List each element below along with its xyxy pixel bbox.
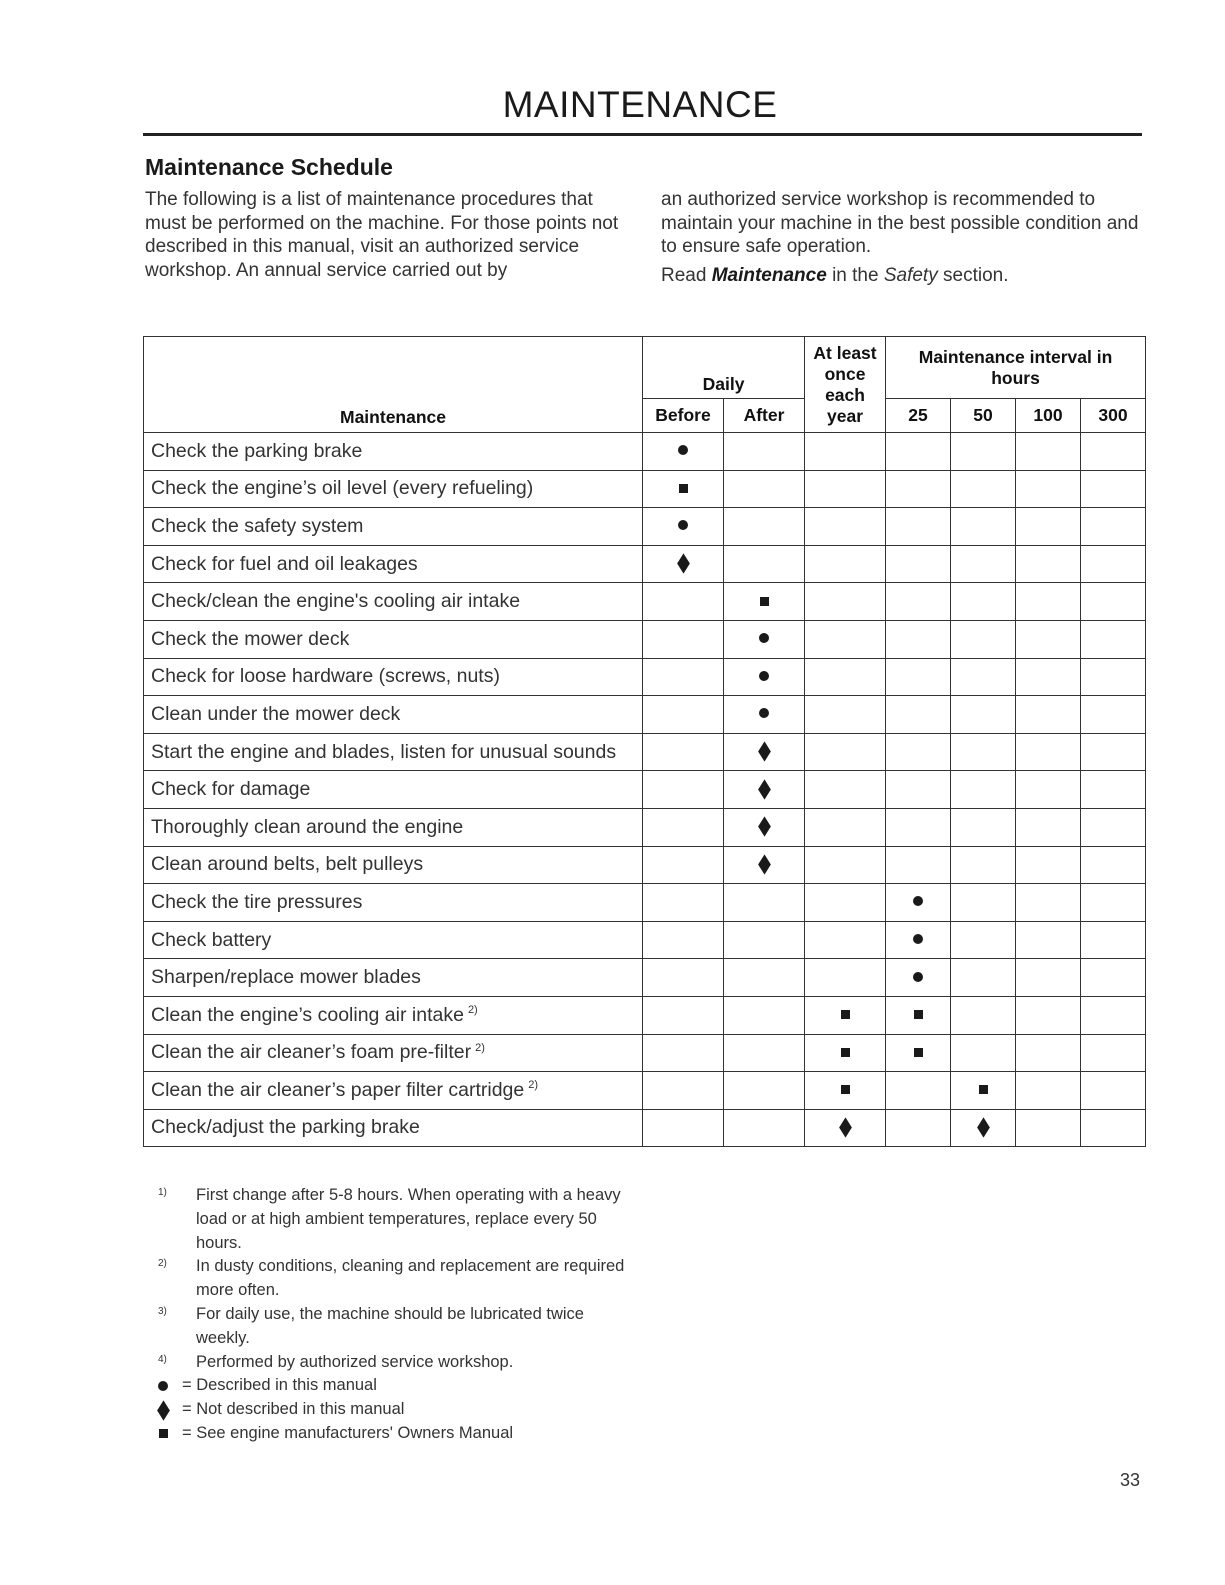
cell-daily-after: [724, 658, 805, 696]
cell-100-hours: [1016, 658, 1081, 696]
cell-25-hours: [886, 996, 951, 1034]
dot-symbol-icon: [913, 972, 923, 982]
cell-300-hours: [1081, 620, 1146, 658]
cell-300-hours: [1081, 771, 1146, 809]
cell-yearly: [805, 1109, 886, 1147]
footnote-reference: 2): [475, 1041, 485, 1054]
cell-25-hours: [886, 771, 951, 809]
footnote-text: In dusty conditions, cleaning and replacement are required more often.: [196, 1257, 625, 1300]
task-label: Check for damage: [151, 778, 311, 801]
cell-daily-after: [724, 433, 805, 471]
cell-daily-before: [643, 545, 724, 583]
cell-daily-before: [643, 1034, 724, 1072]
title-divider: [143, 133, 1142, 136]
cell-300-hours: [1081, 996, 1146, 1034]
task-cell: [144, 1034, 643, 1072]
cell-300-hours: [1081, 470, 1146, 508]
task-cell: [144, 583, 643, 621]
cell-50-hours: [951, 846, 1016, 884]
cell-daily-before: [643, 733, 724, 771]
cell-daily-before: [643, 884, 724, 922]
dot-symbol-icon: [759, 633, 769, 643]
task-label: Start the engine and blades, listen for unusual sounds: [151, 740, 617, 763]
table-row: [144, 808, 1146, 846]
footnotes: [158, 1184, 628, 1446]
task-label: Check for fuel and oil leakages: [151, 552, 418, 575]
legend-item: [158, 1398, 628, 1422]
cell-100-hours: [1016, 470, 1081, 508]
cell-daily-before: [643, 959, 724, 997]
cell-yearly: [805, 808, 886, 846]
cell-300-hours: [1081, 921, 1146, 959]
cell-50-hours: [951, 470, 1016, 508]
cell-300-hours: [1081, 808, 1146, 846]
symbol-legend: [158, 1374, 628, 1445]
task-label: Clean the air cleaner’s foam pre-filter: [151, 1041, 472, 1064]
legend-symbol: [150, 1429, 176, 1438]
cell-25-hours: [886, 1109, 951, 1147]
table-row: [144, 620, 1146, 658]
cell-daily-after: [724, 583, 805, 621]
diamond-symbol-icon: [758, 741, 771, 761]
dot-symbol-icon: [759, 708, 769, 718]
square-symbol-icon: [841, 1085, 850, 1094]
cell-daily-before: [643, 1109, 724, 1147]
footnote-mark: 1): [158, 1187, 167, 1198]
cell-daily-after: [724, 1072, 805, 1110]
cell-100-hours: [1016, 1109, 1081, 1147]
task-label: Check the tire pressures: [151, 890, 363, 913]
header-after: After: [724, 399, 805, 433]
footnote-item: [158, 1351, 628, 1375]
cell-daily-before: [643, 470, 724, 508]
task-label: Check the safety system: [151, 514, 364, 537]
dot-symbol-icon: [678, 445, 688, 455]
cell-100-hours: [1016, 846, 1081, 884]
cell-50-hours: [951, 1109, 1016, 1147]
table-row: [144, 658, 1146, 696]
cell-300-hours: [1081, 1109, 1146, 1147]
cell-300-hours: [1081, 846, 1146, 884]
cell-50-hours: [951, 1072, 1016, 1110]
square-symbol-icon: [914, 1048, 923, 1057]
table-row: [144, 1072, 1146, 1110]
footnote-text: Performed by authorized service workshop.: [196, 1352, 514, 1371]
cell-25-hours: [886, 921, 951, 959]
cell-daily-after: [724, 921, 805, 959]
diamond-symbol-icon: [677, 553, 690, 573]
cell-50-hours: [951, 884, 1016, 922]
task-cell: [144, 1109, 643, 1147]
cell-300-hours: [1081, 545, 1146, 583]
task-label: Clean the air cleaner’s paper filter cartridge: [151, 1078, 525, 1101]
table-row: [144, 884, 1146, 922]
footnote-mark: 2): [158, 1258, 167, 1270]
cell-25-hours: [886, 959, 951, 997]
header-50-hours: 50: [951, 399, 1016, 433]
table-row: [144, 583, 1146, 621]
task-label: Clean under the mower deck: [151, 702, 401, 725]
square-symbol-icon: [841, 1048, 850, 1057]
task-cell: [144, 884, 643, 922]
cell-50-hours: [951, 658, 1016, 696]
cell-daily-before: [643, 771, 724, 809]
task-cell: [144, 1072, 643, 1110]
table-row: [144, 771, 1146, 809]
cell-daily-before: [643, 846, 724, 884]
cell-100-hours: [1016, 884, 1081, 922]
cell-25-hours: [886, 545, 951, 583]
cell-daily-after: [724, 733, 805, 771]
task-label: Check battery: [151, 928, 272, 951]
table-row: [144, 996, 1146, 1034]
cell-25-hours: [886, 470, 951, 508]
cell-yearly: [805, 658, 886, 696]
cell-25-hours: [886, 658, 951, 696]
cell-daily-after: [724, 508, 805, 546]
read-mid: in the: [826, 264, 884, 286]
cell-25-hours: [886, 1072, 951, 1110]
table-row: [144, 846, 1146, 884]
cell-yearly: [805, 1072, 886, 1110]
table-row: [144, 508, 1146, 546]
cell-yearly: [805, 508, 886, 546]
cell-100-hours: [1016, 959, 1081, 997]
task-label: Check the mower deck: [151, 627, 350, 650]
square-symbol-icon: [979, 1085, 988, 1094]
task-cell: [144, 696, 643, 734]
cell-daily-after: [724, 996, 805, 1034]
cell-100-hours: [1016, 1072, 1081, 1110]
header-daily: Daily: [643, 337, 805, 399]
task-label: Check for loose hardware (screws, nuts): [151, 665, 500, 688]
cell-100-hours: [1016, 545, 1081, 583]
task-cell: [144, 996, 643, 1034]
table-row: [144, 921, 1146, 959]
cell-100-hours: [1016, 583, 1081, 621]
cell-daily-after: [724, 771, 805, 809]
cell-25-hours: [886, 696, 951, 734]
task-cell: [144, 846, 643, 884]
page-title: MAINTENANCE: [502, 84, 778, 125]
cell-daily-before: [643, 583, 724, 621]
cell-100-hours: [1016, 771, 1081, 809]
legend-symbol: [150, 1381, 176, 1391]
section-heading: Maintenance Schedule: [145, 154, 393, 180]
intro-text-left: The following is a list of maintenance procedures that must be performed on the machine. For those points not described in this manual, visit an authorized service workshop. An annual service carried out by: [145, 189, 619, 281]
intro-paragraph-left: [145, 188, 625, 282]
cell-25-hours: [886, 846, 951, 884]
task-cell: [144, 470, 643, 508]
cell-daily-before: [643, 620, 724, 658]
header-maintenance: Maintenance: [144, 337, 643, 433]
cell-300-hours: [1081, 733, 1146, 771]
table-row: [144, 733, 1146, 771]
cell-100-hours: [1016, 921, 1081, 959]
cell-25-hours: [886, 884, 951, 922]
cell-25-hours: [886, 583, 951, 621]
cell-daily-after: [724, 696, 805, 734]
footnote-list: [158, 1184, 628, 1374]
cell-50-hours: [951, 696, 1016, 734]
legend-item: [158, 1374, 628, 1398]
cell-yearly: [805, 771, 886, 809]
cell-daily-after: [724, 545, 805, 583]
page-number: 33: [1120, 1470, 1141, 1490]
square-symbol-icon: [679, 484, 688, 493]
task-label: Check/adjust the parking brake: [151, 1116, 420, 1139]
cell-300-hours: [1081, 658, 1146, 696]
task-cell: [144, 921, 643, 959]
cell-100-hours: [1016, 1034, 1081, 1072]
cell-yearly: [805, 696, 886, 734]
square-symbol-icon: [914, 1010, 923, 1019]
square-symbol-icon: [760, 597, 769, 606]
dot-symbol-icon: [759, 671, 769, 681]
safety-section-reference: Safety: [883, 264, 938, 286]
cell-25-hours: [886, 1034, 951, 1072]
cell-daily-after: [724, 1034, 805, 1072]
cell-50-hours: [951, 620, 1016, 658]
cell-300-hours: [1081, 959, 1146, 997]
cell-50-hours: [951, 1034, 1016, 1072]
cell-daily-before: [643, 921, 724, 959]
cell-100-hours: [1016, 696, 1081, 734]
header-before: Before: [643, 399, 724, 433]
table-row: [144, 959, 1146, 997]
table-row: [144, 1109, 1146, 1147]
footnote-item: [158, 1303, 628, 1351]
task-cell: [144, 620, 643, 658]
diamond-symbol-icon: [758, 779, 771, 799]
square-symbol-icon: [159, 1429, 168, 1438]
cell-100-hours: [1016, 433, 1081, 471]
cell-50-hours: [951, 545, 1016, 583]
cell-daily-after: [724, 959, 805, 997]
footnote-item: [158, 1255, 628, 1303]
cell-50-hours: [951, 921, 1016, 959]
cell-daily-after: [724, 1109, 805, 1147]
table-row: [144, 696, 1146, 734]
cell-50-hours: [951, 433, 1016, 471]
cell-100-hours: [1016, 808, 1081, 846]
cell-50-hours: [951, 996, 1016, 1034]
cell-yearly: [805, 470, 886, 508]
footnote-reference: 2): [528, 1079, 539, 1092]
cell-300-hours: [1081, 884, 1146, 922]
footnote-reference: 2): [467, 1004, 478, 1017]
cell-50-hours: [951, 733, 1016, 771]
task-label: Check the parking brake: [151, 439, 363, 462]
cell-daily-after: [724, 808, 805, 846]
legend-text: = Not described in this manual: [182, 1400, 405, 1419]
cell-yearly: [805, 620, 886, 658]
cell-100-hours: [1016, 620, 1081, 658]
cell-25-hours: [886, 508, 951, 546]
footnote-mark: 3): [158, 1305, 167, 1317]
cell-daily-after: [724, 620, 805, 658]
task-label: Check/clean the engine's cooling air intake: [151, 590, 521, 613]
diamond-symbol-icon: [758, 817, 771, 837]
intro-text-right: an authorized service workshop is recommended to maintain your machine in the best possible condition and to ensure safe operation.: [661, 189, 1139, 257]
cell-daily-before: [643, 808, 724, 846]
cell-yearly: [805, 996, 886, 1034]
header-300-hours: 300: [1081, 399, 1146, 433]
task-cell: [144, 658, 643, 696]
cell-yearly: [805, 1034, 886, 1072]
cell-100-hours: [1016, 733, 1081, 771]
cell-300-hours: [1081, 433, 1146, 471]
cell-50-hours: [951, 808, 1016, 846]
legend-text: = Described in this manual: [182, 1376, 377, 1395]
cell-daily-before: [643, 508, 724, 546]
schedule-rows: [144, 433, 1146, 1147]
dot-symbol-icon: [913, 934, 923, 944]
table-row: [144, 433, 1146, 471]
cell-yearly: [805, 433, 886, 471]
cell-50-hours: [951, 583, 1016, 621]
safety-reference: [661, 264, 1141, 288]
cell-300-hours: [1081, 508, 1146, 546]
task-cell: [144, 808, 643, 846]
diamond-symbol-icon: [758, 854, 771, 874]
cell-daily-before: [643, 658, 724, 696]
legend-symbol: [150, 1406, 176, 1415]
cell-yearly: [805, 733, 886, 771]
cell-daily-before: [643, 433, 724, 471]
table-row: [144, 470, 1146, 508]
cell-25-hours: [886, 433, 951, 471]
footnote-mark: 4): [158, 1353, 167, 1365]
cell-25-hours: [886, 620, 951, 658]
task-cell: [144, 733, 643, 771]
legend-text: = See engine manufacturers' Owners Manual: [182, 1423, 514, 1442]
footnote-text: First change after 5-8 hours. When operating with a heavy load or at high ambient temperatures, replace every 50 hours.: [196, 1186, 621, 1252]
header-25-hours: 25: [886, 399, 951, 433]
task-cell: [144, 433, 643, 471]
maintenance-schedule-table: [143, 336, 1146, 1147]
cell-25-hours: [886, 808, 951, 846]
task-cell: [144, 508, 643, 546]
cell-yearly: [805, 959, 886, 997]
cell-300-hours: [1081, 1072, 1146, 1110]
cell-daily-before: [643, 696, 724, 734]
header-100-hours: 100: [1016, 399, 1081, 433]
cell-yearly: [805, 921, 886, 959]
header-yearly: At least once each year: [805, 337, 886, 433]
cell-yearly: [805, 846, 886, 884]
cell-yearly: [805, 884, 886, 922]
cell-50-hours: [951, 508, 1016, 546]
dot-symbol-icon: [678, 520, 688, 530]
read-prefix: Read: [661, 264, 712, 286]
table-row: [144, 1034, 1146, 1072]
cell-300-hours: [1081, 1034, 1146, 1072]
task-label: Clean the engine’s cooling air intake: [151, 1003, 464, 1026]
intro-paragraph-right: [661, 188, 1141, 287]
task-label: Sharpen/replace mower blades: [151, 966, 421, 989]
square-symbol-icon: [841, 1010, 850, 1019]
cell-daily-before: [643, 996, 724, 1034]
task-label: Thoroughly clean around the engine: [151, 815, 464, 838]
diamond-symbol-icon: [157, 1400, 170, 1420]
cell-50-hours: [951, 771, 1016, 809]
cell-daily-after: [724, 470, 805, 508]
task-cell: [144, 771, 643, 809]
table-row: [144, 545, 1146, 583]
maintenance-reference: Maintenance: [711, 264, 827, 286]
footnote-item: [158, 1184, 628, 1255]
diamond-symbol-icon: [839, 1117, 852, 1137]
task-cell: [144, 959, 643, 997]
cell-100-hours: [1016, 996, 1081, 1034]
cell-100-hours: [1016, 508, 1081, 546]
read-suffix: section.: [937, 264, 1009, 286]
footnote-text: For daily use, the machine should be lubricated twice weekly.: [196, 1304, 584, 1347]
cell-daily-after: [724, 846, 805, 884]
cell-300-hours: [1081, 696, 1146, 734]
task-label: Clean around belts, belt pulleys: [151, 853, 424, 876]
header-interval: Maintenance interval in hours: [886, 337, 1146, 399]
legend-item: [158, 1422, 628, 1446]
diamond-symbol-icon: [977, 1117, 990, 1137]
cell-daily-after: [724, 884, 805, 922]
task-label: Check the engine’s oil level (every refueling): [151, 477, 534, 500]
cell-300-hours: [1081, 583, 1146, 621]
cell-yearly: [805, 583, 886, 621]
cell-25-hours: [886, 733, 951, 771]
cell-50-hours: [951, 959, 1016, 997]
dot-symbol-icon: [913, 896, 923, 906]
dot-symbol-icon: [158, 1381, 168, 1391]
task-cell: [144, 545, 643, 583]
cell-yearly: [805, 545, 886, 583]
cell-daily-before: [643, 1072, 724, 1110]
